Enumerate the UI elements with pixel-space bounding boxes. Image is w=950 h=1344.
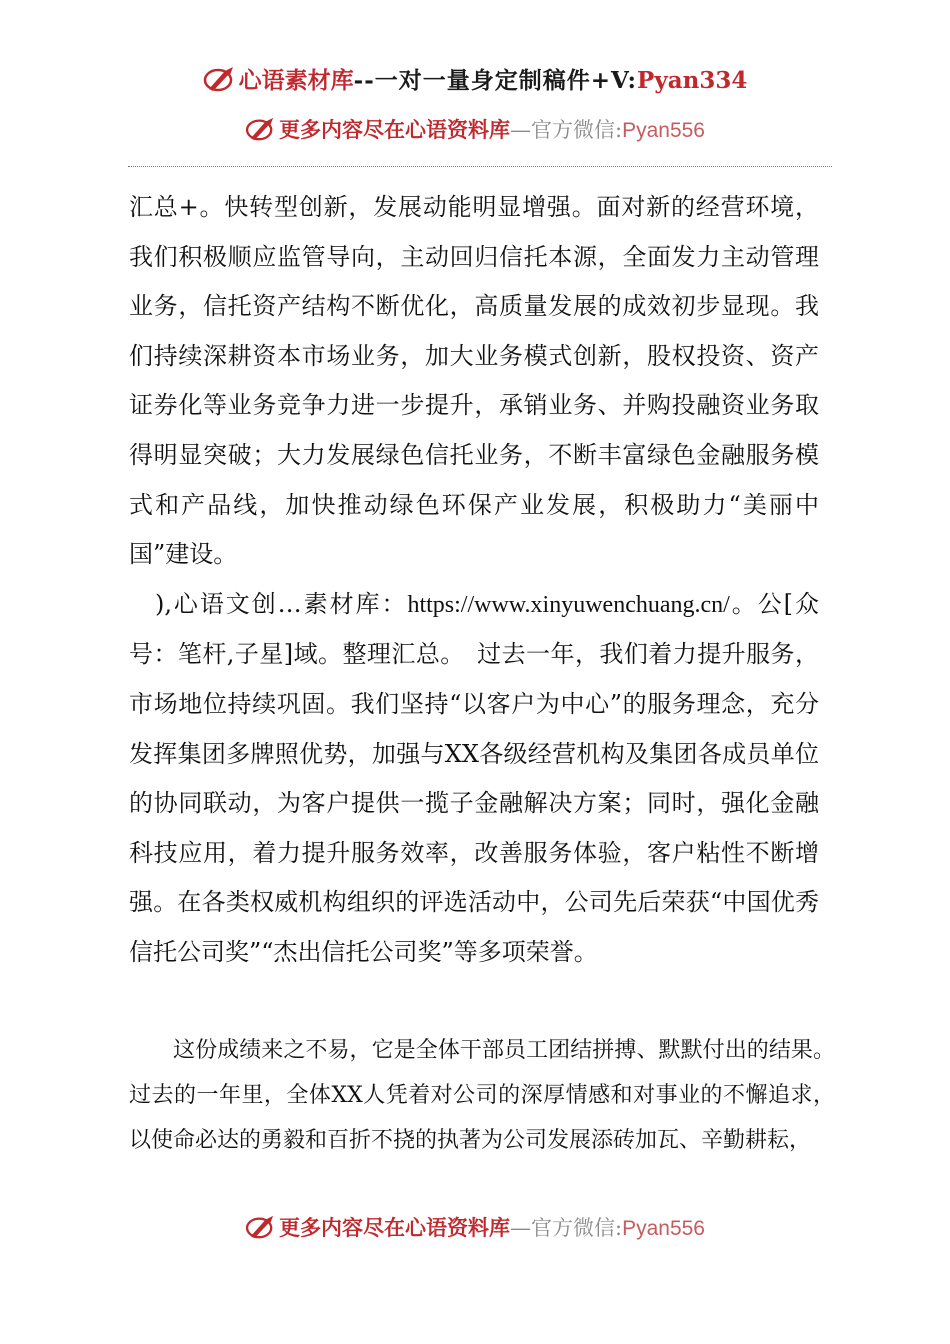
brand-separator: --	[353, 67, 375, 94]
brand-contact: Pyan334	[637, 67, 748, 94]
paragraph-2-rest: 。公[众号：笔杆,子星]域。整理汇总。 过去一年，我们着力提升服务，市场地位持续巩固。我们坚持“以客户为中心”的服务理念，充分发挥集团多牌照优势，加强与XX各级经营机构及集团各成员单位的协同联动，为客户提供一揽子金融解决方案；同时，强化金融科技应用，着力提升服务效率，改善服务体验，客户粘性不断增强。在各类权威机构组织的评选活动中，公司先后荣获“中国优秀信托公司奖”“杰出信托公司奖”等多项荣誉。	[129, 589, 819, 966]
subline-gray-text: —官方微信:	[510, 118, 623, 142]
pen-logo-icon	[245, 116, 277, 147]
brand-name: 心语素材库	[238, 67, 354, 94]
pen-logo-icon	[245, 1214, 277, 1245]
paragraph-2-prefix: ),心语文创…素材库：	[154, 589, 408, 618]
closing-body	[129, 1028, 835, 1163]
website-url: https://www.xinyuwenchuang.cn/	[407, 591, 730, 618]
subline-red-text: 更多内容尽在心语资料库	[279, 117, 510, 142]
body-paragraph-1: 汇总+。快转型创新，发展动能明显增强。面对新的经营环境，我们积极顺应监管导向，主动回归信托本源，全面发力主动管理业务，信托资产结构不断优化，高质量发展的成效初步显现。我们持续深耕资本市场业务，加大业务模式创新，股权投资、资产证券化等业务竞争力进一步提升，承销业务、并购投融资业务取得明显突破；大力发展绿色信托业务，不断丰富绿色金融服务模式和产品线，加快推动绿色环保产业发展，积极助力“美丽中国”建设。	[129, 193, 819, 569]
footer-red-text: 更多内容尽在心语资料库	[279, 1215, 510, 1240]
header-subline	[0, 114, 950, 147]
body-paragraph-3: 这份成绩来之不易，它是全体干部员工团结拼搏、默默付出的结果。过去的一年里，全体XX人凭着对公司的深厚情感和对事业的不懈追求，以使命必达的勇毅和百折不挠的执著为公司发展添砖加瓦、辛勤耕耘，	[129, 1038, 835, 1153]
footer-wechat-id: Pyan556	[622, 1217, 705, 1240]
brand-tagline: 一对一量身定制稿件+V:	[374, 67, 638, 94]
header-banner	[0, 62, 950, 99]
pen-logo-icon	[203, 65, 237, 99]
main-body	[129, 183, 819, 978]
body-paragraph-2	[129, 580, 819, 978]
footer-gray-text: —官方微信:	[510, 1216, 623, 1240]
footer-banner	[0, 1212, 950, 1245]
subline-wechat-id: Pyan556	[622, 119, 705, 142]
header-divider	[128, 166, 832, 167]
